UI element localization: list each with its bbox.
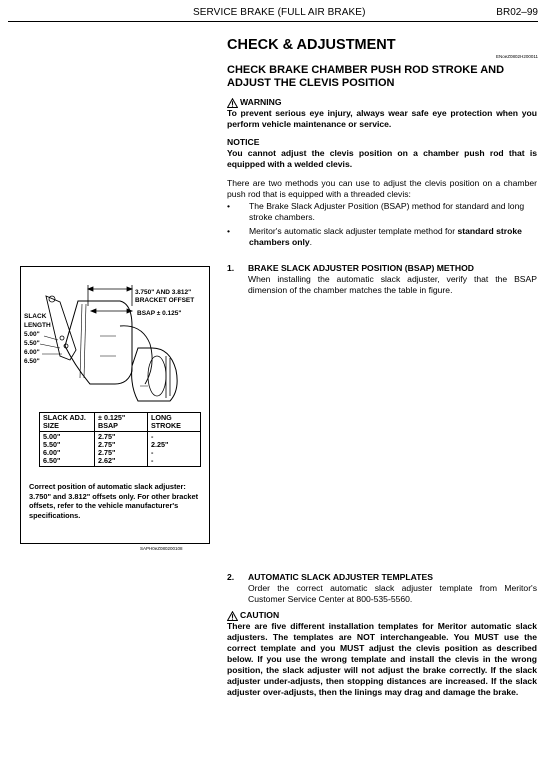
slack-label-line1: SLACK xyxy=(24,313,47,320)
step-text: When installing the automatic slack adjuster, verify that the BSAP dimension of the chamber matches the table in figure. xyxy=(248,274,537,295)
offset-label-line2: BRACKET OFFSET xyxy=(135,297,195,304)
table-cell: 2.25" xyxy=(151,440,169,449)
page-number: BR02–99 xyxy=(496,7,538,18)
intro-text: There are two methods you can use to adjust the clevis position on a chamber push rod that is equipped with a threaded clevis: xyxy=(227,178,537,199)
table-cell: - xyxy=(151,432,154,441)
figure-note: Correct position of automatic slack adjuster: 3.750" and 3.812" offsets only. For other bracket offsets, refer to the vehicle manufacturer's specifications. xyxy=(29,482,199,520)
length-value: 6.50" xyxy=(24,358,40,365)
table-cell: 6.50" xyxy=(43,456,61,465)
slack-label-line2: LENGTH xyxy=(24,322,51,329)
list-item xyxy=(227,226,537,248)
offset-label-line1: 3.750" AND 3.812" xyxy=(135,289,192,296)
method-list xyxy=(227,201,537,251)
bullet-text: The Brake Slack Adjuster Position (BSAP) method for standard and long stroke chambers. xyxy=(249,201,525,222)
length-value: 5.00" xyxy=(24,331,40,338)
table-row xyxy=(40,432,201,467)
warning-heading xyxy=(227,97,537,108)
table-cell: 5.50" xyxy=(43,440,61,449)
bsap-column xyxy=(95,432,148,467)
caution-heading xyxy=(227,610,537,621)
header-rule xyxy=(8,21,538,22)
warning-label: WARNING xyxy=(240,97,282,107)
caution-label: CAUTION xyxy=(240,610,280,620)
notice-text: You cannot adjust the clevis position on a chamber push rod that is equipped with a welded clevis. xyxy=(227,148,537,169)
header-line: SIZE xyxy=(43,421,59,430)
step-number: 1. xyxy=(227,263,235,273)
bsap-label: BSAP ± 0.125" xyxy=(137,310,182,317)
table-header-cell xyxy=(40,413,95,432)
brake-chamber-diagram xyxy=(20,266,210,416)
bullet-text: Meritor's automatic slack adjuster template method for xyxy=(249,226,458,236)
table-cell: - xyxy=(151,448,154,457)
list-item xyxy=(227,201,537,223)
bullet-bold-text: standard stroke chambers only xyxy=(249,226,522,247)
header-line: ± 0.125" xyxy=(98,413,126,422)
header-line: STROKE xyxy=(151,421,181,430)
step-number: 2. xyxy=(227,572,235,582)
table-cell: 2.75" xyxy=(98,432,116,441)
table-header-cell xyxy=(95,413,148,432)
doc-code: ENoeZ0802H200011 xyxy=(496,54,538,59)
step-title: BRAKE SLACK ADJUSTER POSITION (BSAP) METHOD xyxy=(248,263,474,273)
warning-text: To prevent serious eye injury, always wear safe eye protection when you perform vehicle maintenance or service. xyxy=(227,108,537,129)
header-line: BSAP xyxy=(98,421,118,430)
caution-text: There are five different installation templates for Meritor automatic slack adjusters. The templates are NOT interchangeable. You MUST use the correct template and you MUST adjust the clevis position as described below. If you use the wrong template and install the clevis in the wrong position, the slack adjuster will not adjust the brake correctly. If the slack adjuster under-adjusts, then stopping distances are increased. If the slack adjuster over-adjusts, then the linings may drag and damage the brake. xyxy=(227,621,537,697)
header-line: LONG xyxy=(151,413,172,422)
header-line: SLACK ADJ. xyxy=(43,413,86,422)
bullet-icon: • xyxy=(227,201,231,211)
section-title: SERVICE BRAKE (FULL AIR BRAKE) xyxy=(193,7,366,18)
table-cell: 2.62" xyxy=(98,456,116,465)
table-header-row xyxy=(40,413,201,432)
step-2 xyxy=(227,572,537,605)
table-header-cell xyxy=(148,413,201,432)
bsap-table xyxy=(39,412,201,467)
table-cell: 5.00" xyxy=(43,432,61,441)
length-value: 6.00" xyxy=(24,349,40,356)
warning-block xyxy=(227,97,537,130)
page-title: CHECK & ADJUSTMENT xyxy=(227,37,396,53)
figure-code: SAPH0eZ080200108 xyxy=(140,546,183,551)
long-stroke-column xyxy=(148,432,201,467)
size-column xyxy=(40,432,95,467)
table-cell: 2.75" xyxy=(98,448,116,457)
notice-block xyxy=(227,137,537,170)
section-subtitle: CHECK BRAKE CHAMBER PUSH ROD STROKE AND ADJUST THE CLEVIS POSITION xyxy=(227,64,505,89)
step-title: AUTOMATIC SLACK ADJUSTER TEMPLATES xyxy=(248,572,433,582)
table-cell: 6.00" xyxy=(43,448,61,457)
table-cell: 2.75" xyxy=(98,440,116,449)
caution-block xyxy=(227,610,537,698)
step-text: Order the correct automatic slack adjuster template from Meritor's Customer Service Center at 800-535-5560. xyxy=(248,583,537,604)
caution-icon xyxy=(227,611,238,621)
warning-icon xyxy=(227,98,238,108)
length-value: 5.50" xyxy=(24,340,40,347)
notice-label: NOTICE xyxy=(227,137,260,147)
bullet-icon: • xyxy=(227,226,231,236)
table-cell: - xyxy=(151,456,154,465)
step-1 xyxy=(227,263,537,296)
bullet-tail: . xyxy=(309,237,313,247)
